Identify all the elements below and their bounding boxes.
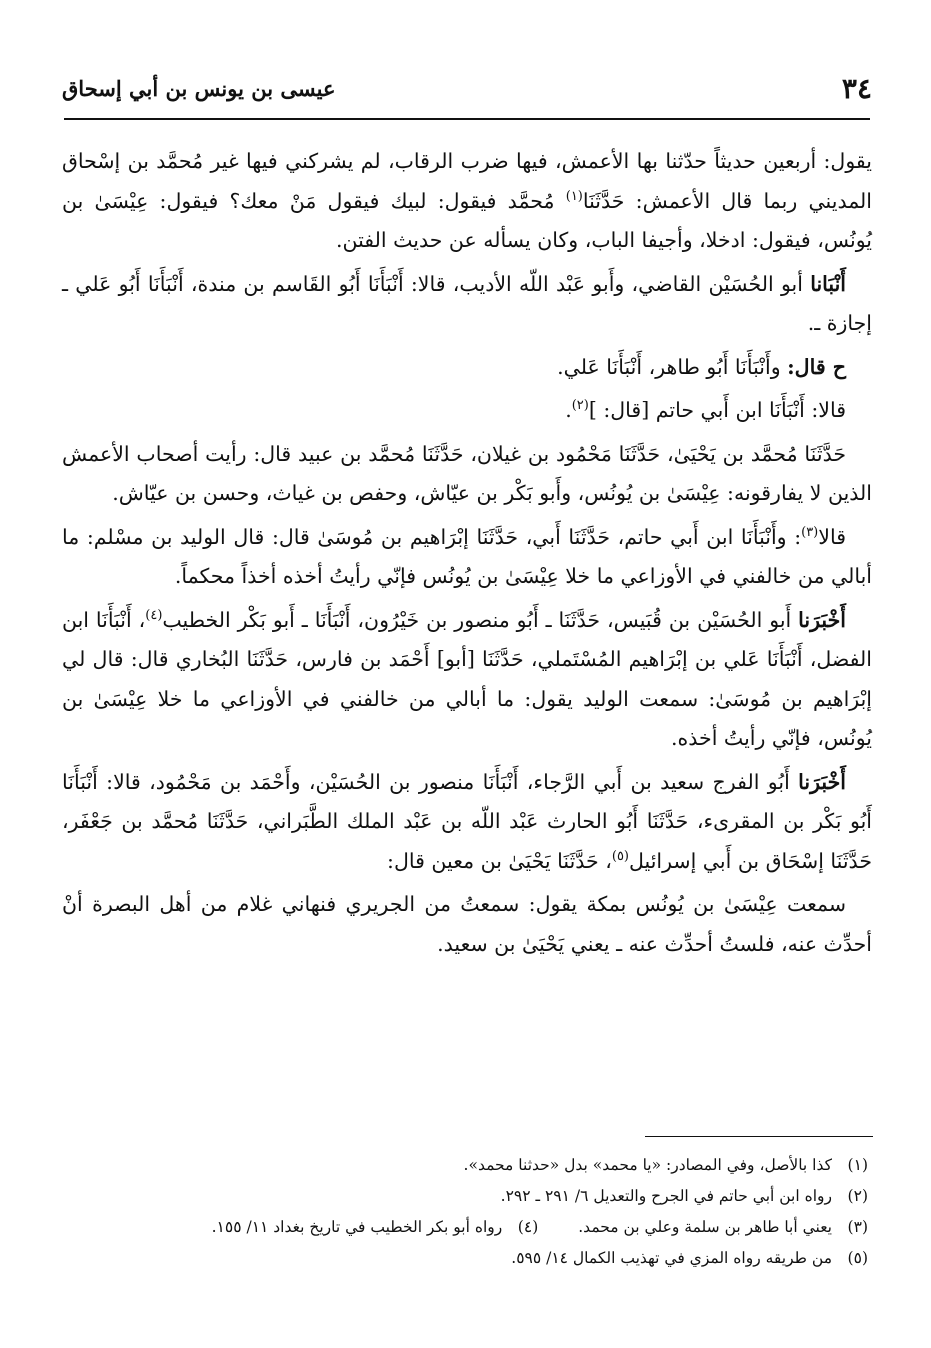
text-run: .	[565, 398, 572, 422]
paragraph	[62, 518, 872, 597]
footnote-row	[62, 1212, 868, 1243]
footnote-number: (٣)	[847, 1218, 868, 1236]
footnote-number: (٢)	[847, 1187, 868, 1205]
footnote	[464, 1150, 868, 1181]
footnote-row	[62, 1150, 868, 1181]
keyword: أَخْبَرَنا	[798, 607, 846, 632]
footnotes	[62, 1150, 868, 1274]
footnote-number: (٥)	[847, 1249, 868, 1267]
text-run: ، حَدَّثَنَا يَحْيَىٰ بن معين قال:	[387, 848, 612, 873]
footnote-number: (٤)	[517, 1218, 539, 1236]
text-run: قالا: أَنْبَأَنَا ابن أَبي حاتم [قال: ]	[588, 398, 846, 422]
footnote-ref: (٣)	[801, 524, 819, 540]
keyword: ح قال:	[787, 354, 846, 379]
text-run: سمعت عِيْسَىٰ بن يُونُس بمكة يقول: سمعتُ من الجريري فنهاني غلام من أهل البصرة أنْ أحدِّث عنه، فلستُ أحدِّث عنه ـ يعني يَحْيَىٰ بن سعيد.	[62, 892, 872, 956]
footnote-ref: (٥)	[611, 848, 629, 864]
footnote-rule	[645, 1136, 873, 1137]
paragraph	[62, 601, 872, 759]
paragraph	[62, 142, 872, 261]
keyword: أَخْبَرَنا	[798, 769, 846, 794]
footnote-ref: (١)	[565, 188, 583, 204]
text-run: أَبو الحُسَيْن بن قُبَيس، حَدَّثَنَا ـ أَبُو منصور بن خَيْرُون، أَنْبَأَنَا ـ أَبو بَكْر الخطيب	[162, 607, 799, 632]
paragraph	[62, 265, 872, 344]
paragraph	[62, 885, 872, 964]
footnote	[578, 1212, 868, 1243]
footnote-gap	[538, 1212, 578, 1243]
footnote-ref: (٤)	[145, 607, 163, 623]
header-rule	[64, 118, 870, 120]
keyword: أَنْبَانا	[810, 271, 846, 296]
text-run: حَدَّثَنَا مُحمَّد بن يَحْيَىٰ، حَدَّثَنَا مَحْمُود بن غيلان، حَدَّثَنَا مُحمَّد بن عبيد قال: رأيت أصحاب الأعمش الذين لا يفارقونه: عِيْسَىٰ بن يُونُس، وأَبو بَكْر بن عيّاش، وحفص بن غياث، وحسن بن عيّاش.	[62, 441, 872, 505]
text-run: وأَنْبَأَنَا أَبُو طاهر، أَنْبَأَنَا عَلي.	[557, 354, 788, 379]
footnote-text: كذا بالأصل، وفي المصادر: «يا محمد» بدل «حدثنا محمد».	[463, 1156, 832, 1174]
footnote-row	[62, 1243, 868, 1274]
page-number: ٣٤	[841, 72, 872, 105]
body-text	[62, 142, 872, 968]
text-run: أبو الحُسَيْن القاضي، وأَبو عَبْد اللّه الأديب، قالا: أَنْبَأَنَا أَبُو القَاسم بن مندة، أَنْبَأَنَا أَبُو عَلي ـ إجازة ـ.	[62, 271, 872, 335]
text-run: يقول: أربعين حديثاً حدّثنا بها الأعمش، فيها ضرب الرقاب، لم يشركني فيها غير مُحمَّد بن إسْحاق المديني ربما قال الأعمش: حَدَّثَنَا	[62, 149, 873, 213]
paragraph	[62, 348, 872, 388]
paragraph	[62, 763, 872, 882]
footnote	[212, 1212, 539, 1243]
footnote-text: رواه أبو بكر الخطيب في تاريخ بغداد ١١/ ١٥٥.	[211, 1218, 503, 1236]
footnote-ref: (٢)	[571, 398, 589, 414]
paragraph	[62, 391, 872, 431]
text-run: مُحمَّد فيقول: لبيك فيقول مَنْ معك؟ فيقول: عِيْسَىٰ بن يُونُس، فيقول: ادخلا، وأجيفا الباب، وكان يسأله عن حديث الفتن.	[62, 188, 872, 252]
footnote-row	[62, 1181, 868, 1212]
paragraph	[62, 435, 872, 514]
footnote	[511, 1243, 868, 1274]
text-run: أَبُو الفرج سعيد بن أَبي الرَّجاء، أَنْبَأَنَا منصور بن الحُسَيْن، وأَحْمَد بن مَحْمُود، قالا: أَنْبَأَنَا أَبُو بَكْر بن المقرىء، حَدَّثَنَا أَبُو الحارث عَبْد اللّه بن عَبْد الملك الطَّبَراني، حَدَّثَنَا مُحمَّد بن جَعْفَر، حَدَّثَنَا إسْحَاق بن أَبي إسرائيل	[62, 769, 872, 873]
text-run: ، أَنْبَأَنَا ابن الفضل، أَنْبَأَنَا عَلي بن إبْرَاهيم المُسْتَملي، حَدَّثَنَا [أبو] أَحْمَد بن فارس، حَدَّثَنَا البُخاري قال: قال لي إبْرَاهيم بن مُوسَىٰ: سمعت الوليد يقول: ما أبالي من خالفني في الأوزاعي ما خلا عِيْسَىٰ بن يُونُس، فإنّي رأيتُ أخذه.	[62, 607, 872, 750]
footnote-number: (١)	[847, 1156, 868, 1174]
text-run: قالا	[818, 524, 846, 549]
page-header	[62, 64, 872, 104]
footnote	[501, 1181, 868, 1212]
footnote-text: يعني أبا طاهر بن سلمة وعلي بن محمد.	[578, 1218, 832, 1236]
text-run: : وأَنْبَأَنَا ابن أَبي حاتم، حَدَّثَنَا أَبي، حَدَّثَنَا إبْرَاهيم بن مُوسَىٰ قال: قال الوليد بن مسْلم: ما أبالي من خالفني في الأوزاعي ما خلا عِيْسَىٰ بن يُونُس فإنّي رأيتُ أخذه أخذاً محكماً.	[62, 524, 872, 588]
footnote-text: رواه ابن أبي حاتم في الجرح والتعديل ٦/ ٢٩١ ـ ٢٩٢.	[500, 1187, 832, 1205]
running-title: عيسى بن يونس بن أبي إسحاق	[62, 76, 336, 101]
footnote-text: من طريقه رواه المزي في تهذيب الكمال ١٤/ ٥٩٥.	[511, 1249, 832, 1267]
